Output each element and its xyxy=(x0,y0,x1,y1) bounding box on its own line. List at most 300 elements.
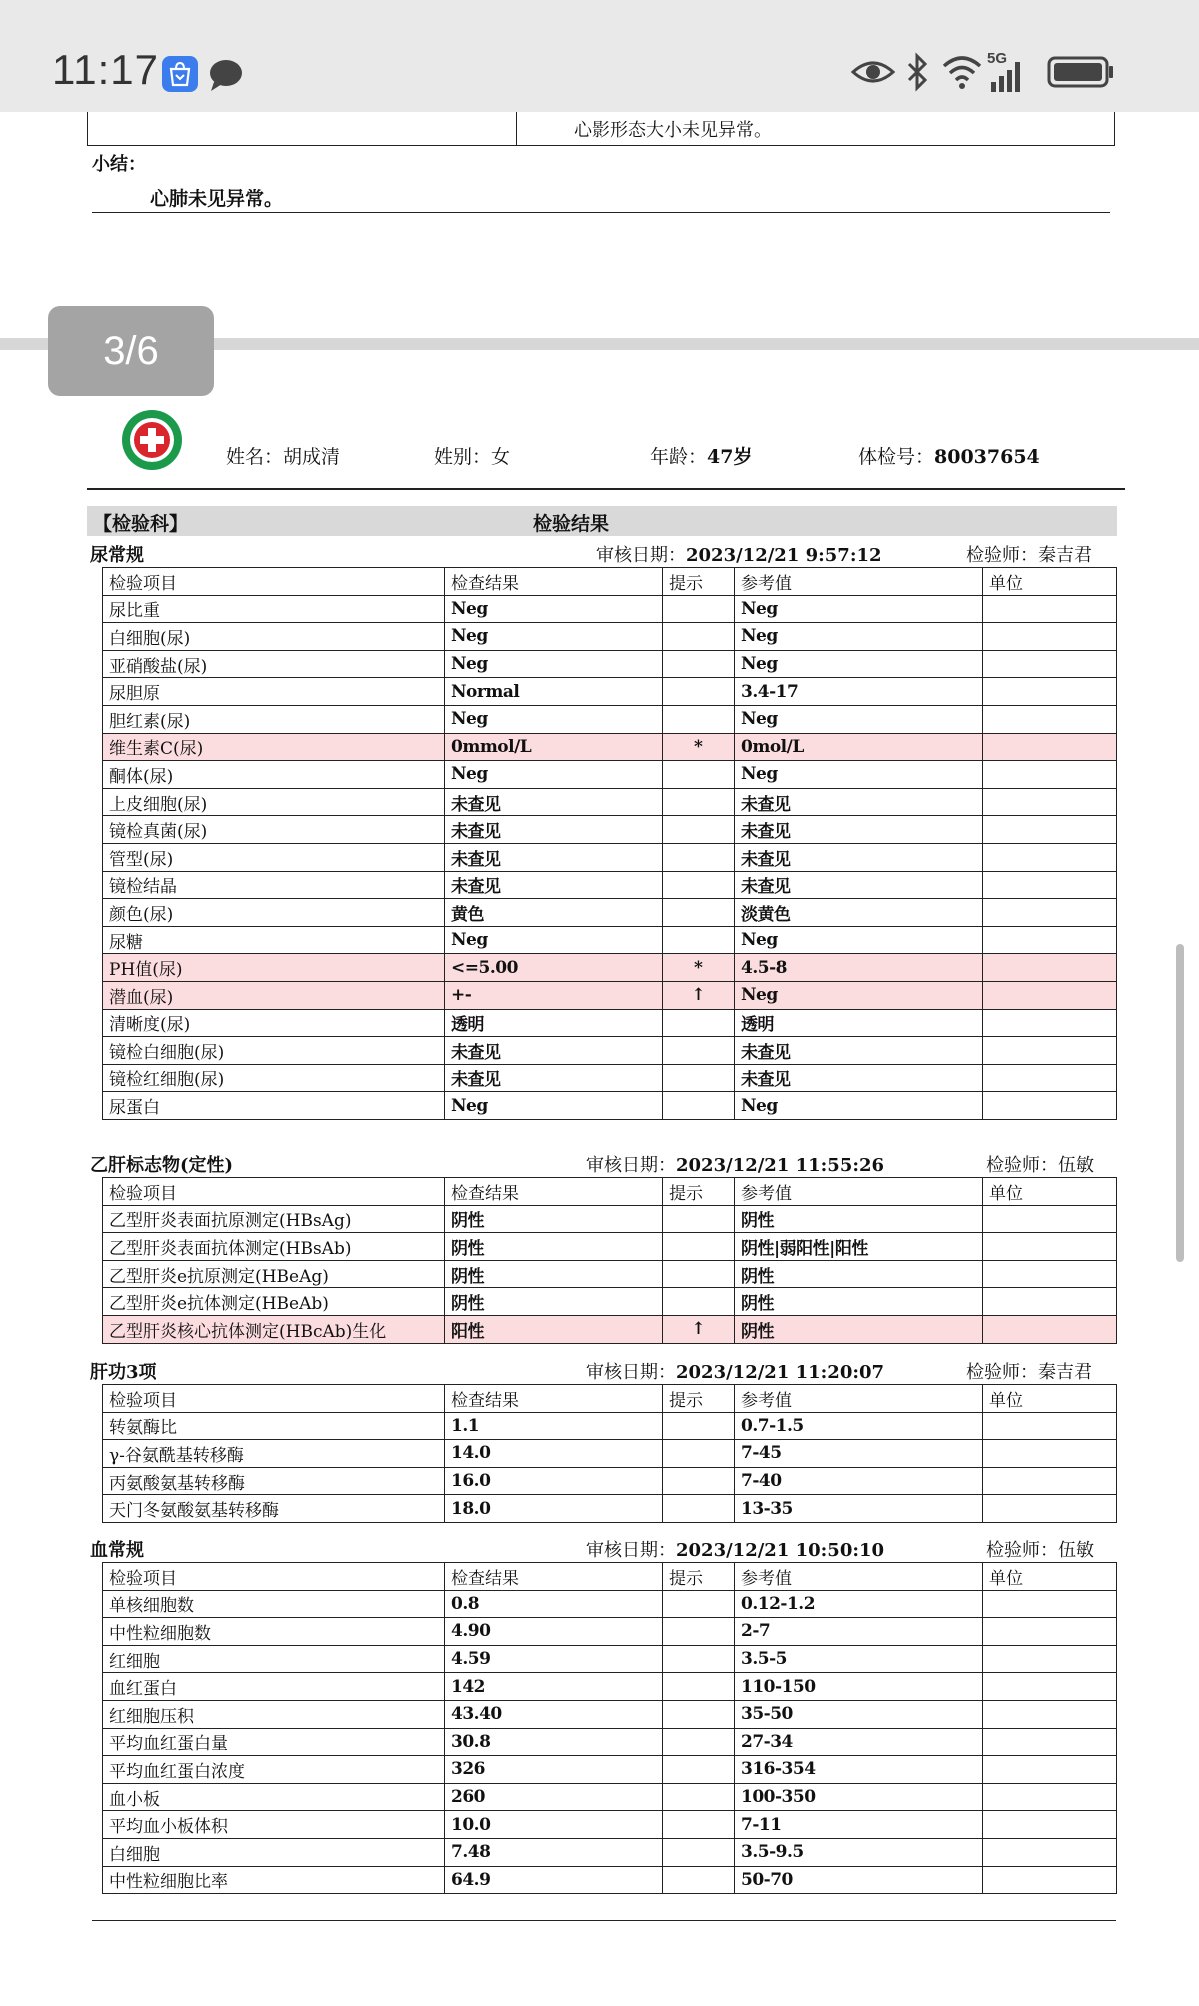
page-indicator: 3/6 xyxy=(48,306,214,396)
result-cell: 未查见 xyxy=(445,1037,663,1065)
previous-table-text: 心影形态大小未见异常。 xyxy=(574,120,772,141)
reference-cell: Neg xyxy=(735,926,983,954)
patient-id-label: 体检号： xyxy=(858,446,935,468)
unit-cell xyxy=(983,899,1117,927)
result-cell: Neg xyxy=(445,595,663,623)
patient-name-value: 胡成清 xyxy=(283,446,341,468)
col-unit-header: 单位 xyxy=(983,1563,1117,1591)
audit-date xyxy=(586,1358,884,1384)
table-row xyxy=(103,1645,1117,1673)
unit-cell xyxy=(983,788,1117,816)
col-flag-header: 提示 xyxy=(663,1178,735,1206)
flag-cell xyxy=(663,705,735,733)
result-cell: 未查见 xyxy=(445,816,663,844)
item-cell: 血小板 xyxy=(103,1783,445,1811)
table-header-row xyxy=(103,1178,1117,1206)
result-cell: 未查见 xyxy=(445,1064,663,1092)
item-cell: 胆红素(尿) xyxy=(103,705,445,733)
item-cell: 红细胞 xyxy=(103,1645,445,1673)
bluetooth-icon xyxy=(905,52,931,92)
item-cell: 乙型肝炎表面抗体测定(HBsAb) xyxy=(103,1233,445,1261)
unit-cell xyxy=(983,1288,1117,1316)
result-cell: +- xyxy=(445,981,663,1009)
unit-cell xyxy=(983,1037,1117,1065)
table-row xyxy=(103,1756,1117,1784)
unit-cell xyxy=(983,1618,1117,1646)
item-cell: 乙型肝炎e抗体测定(HBeAb) xyxy=(103,1288,445,1316)
result-cell: 30.8 xyxy=(445,1728,663,1756)
flag-cell xyxy=(663,1590,735,1618)
audit-date-label: 审核日期： xyxy=(586,1540,676,1561)
patient-id xyxy=(858,442,1040,469)
flag-cell xyxy=(663,1412,735,1440)
result-cell: 未查见 xyxy=(445,788,663,816)
table-row xyxy=(103,788,1117,816)
group-title: 肝功3项 xyxy=(90,1362,157,1383)
table-row xyxy=(103,1233,1117,1261)
table-row xyxy=(103,1260,1117,1288)
flag-cell xyxy=(663,595,735,623)
flag-cell xyxy=(663,871,735,899)
patient-sex xyxy=(434,442,510,469)
item-cell: 转氨酶比 xyxy=(103,1412,445,1440)
audit-date-value: 2023/12/21 9:57:12 xyxy=(686,545,882,566)
section-title: 检验结果 xyxy=(533,513,610,535)
item-cell: 清晰度(尿) xyxy=(103,1009,445,1037)
unit-cell xyxy=(983,1590,1117,1618)
reference-cell: 未查见 xyxy=(735,1037,983,1065)
table-row xyxy=(103,1783,1117,1811)
examiner-label: 检验师： xyxy=(986,1155,1058,1176)
result-cell: 260 xyxy=(445,1783,663,1811)
status-time: 11:17 xyxy=(52,46,159,93)
section-header xyxy=(87,506,1117,536)
flag-cell xyxy=(663,1092,735,1120)
col-result-header: 检查结果 xyxy=(445,1563,663,1591)
reference-cell: Neg xyxy=(735,981,983,1009)
table-row xyxy=(103,1673,1117,1701)
patient-name xyxy=(226,442,340,469)
item-cell: 天门冬氨酸氨基转移酶 xyxy=(103,1495,445,1523)
reference-cell: 100-350 xyxy=(735,1783,983,1811)
unit-cell xyxy=(983,1700,1117,1728)
examiner xyxy=(966,1358,1092,1384)
unit-cell xyxy=(983,1205,1117,1233)
item-cell: 上皮细胞(尿) xyxy=(103,788,445,816)
flag-cell xyxy=(663,623,735,651)
reference-cell: Neg xyxy=(735,623,983,651)
table-row xyxy=(103,1467,1117,1495)
table-header-row xyxy=(103,568,1117,596)
col-flag-header: 提示 xyxy=(663,1385,735,1413)
reference-cell: 7-45 xyxy=(735,1440,983,1468)
col-ref-header: 参考值 xyxy=(735,1385,983,1413)
item-cell: 亚硝酸盐(尿) xyxy=(103,650,445,678)
reference-cell: Neg xyxy=(735,705,983,733)
reference-cell: Neg xyxy=(735,595,983,623)
table-row xyxy=(103,954,1117,982)
unit-cell xyxy=(983,1467,1117,1495)
unit-cell xyxy=(983,1756,1117,1784)
unit-cell xyxy=(983,678,1117,706)
result-cell: 黄色 xyxy=(445,899,663,927)
item-cell: 镜检真菌(尿) xyxy=(103,816,445,844)
result-cell: 透明 xyxy=(445,1009,663,1037)
examiner-value: 伍敏 xyxy=(1058,1540,1094,1561)
reference-cell: 0mol/L xyxy=(735,733,983,761)
patient-id-value: 80037654 xyxy=(934,446,1040,468)
reference-cell: 0.7-1.5 xyxy=(735,1412,983,1440)
table-row xyxy=(103,1495,1117,1523)
unit-cell xyxy=(983,1495,1117,1523)
reference-cell: Neg xyxy=(735,1092,983,1120)
result-cell: 14.0 xyxy=(445,1440,663,1468)
flag-cell xyxy=(663,1495,735,1523)
audit-date xyxy=(586,1536,884,1562)
flag-cell xyxy=(663,1673,735,1701)
result-cell: 7.48 xyxy=(445,1838,663,1866)
examiner-value: 秦吉君 xyxy=(1038,545,1092,566)
col-unit-header: 单位 xyxy=(983,1385,1117,1413)
result-cell: 未查见 xyxy=(445,843,663,871)
item-cell: 镜检红细胞(尿) xyxy=(103,1064,445,1092)
col-result-header: 检查结果 xyxy=(445,568,663,596)
reference-cell: 316-354 xyxy=(735,1756,983,1784)
result-cell: 阴性 xyxy=(445,1260,663,1288)
previous-page-table xyxy=(87,112,1115,146)
results-table xyxy=(102,1562,1117,1894)
flag-cell xyxy=(663,1811,735,1839)
table-row xyxy=(103,1288,1117,1316)
col-unit-header: 单位 xyxy=(983,568,1117,596)
summary-label: 小结： xyxy=(92,154,146,175)
table-row xyxy=(103,926,1117,954)
flag-cell xyxy=(663,1783,735,1811)
flag-cell xyxy=(663,1440,735,1468)
group-title: 乙肝标志物(定性) xyxy=(90,1155,234,1176)
reference-cell: 阴性 xyxy=(735,1315,983,1343)
result-cell: <=5.00 xyxy=(445,954,663,982)
flag-cell: ↑ xyxy=(663,1315,735,1343)
item-cell: 乙型肝炎核心抗体测定(HBcAb)生化 xyxy=(103,1315,445,1343)
flag-cell xyxy=(663,1866,735,1894)
flag-cell: ↑ xyxy=(663,981,735,1009)
table-divider xyxy=(516,112,517,146)
item-cell: 尿比重 xyxy=(103,595,445,623)
item-cell: 尿蛋白 xyxy=(103,1092,445,1120)
unit-cell xyxy=(983,1092,1117,1120)
unit-cell xyxy=(983,926,1117,954)
result-cell: 18.0 xyxy=(445,1495,663,1523)
reference-cell: 3.4-17 xyxy=(735,678,983,706)
unit-cell xyxy=(983,705,1117,733)
unit-cell xyxy=(983,595,1117,623)
header-divider xyxy=(87,488,1125,490)
col-flag-header: 提示 xyxy=(663,1563,735,1591)
col-item-header: 检验项目 xyxy=(103,1563,445,1591)
examiner-label: 检验师： xyxy=(966,1362,1038,1383)
item-cell: 管型(尿) xyxy=(103,843,445,871)
table-row xyxy=(103,1590,1117,1618)
item-cell: 单核细胞数 xyxy=(103,1590,445,1618)
chat-bubble-icon xyxy=(208,58,244,92)
unit-cell xyxy=(983,1009,1117,1037)
table-row xyxy=(103,1315,1117,1343)
reference-cell: 27-34 xyxy=(735,1728,983,1756)
unit-cell xyxy=(983,1866,1117,1894)
examiner-value: 伍敏 xyxy=(1058,1155,1094,1176)
result-cell: 142 xyxy=(445,1673,663,1701)
flag-cell xyxy=(663,650,735,678)
table-row xyxy=(103,1009,1117,1037)
table-row xyxy=(103,1412,1117,1440)
flag-cell xyxy=(663,1037,735,1065)
flag-cell xyxy=(663,678,735,706)
divider xyxy=(92,212,1110,213)
col-ref-header: 参考值 xyxy=(735,1563,983,1591)
item-cell: 尿胆原 xyxy=(103,678,445,706)
result-cell: 43.40 xyxy=(445,1700,663,1728)
hospital-logo-icon xyxy=(120,408,184,472)
patient-age-value: 47岁 xyxy=(707,446,753,468)
table-row xyxy=(103,623,1117,651)
scrollbar[interactable] xyxy=(1176,944,1184,1262)
table-row xyxy=(103,843,1117,871)
flag-cell xyxy=(663,1728,735,1756)
wifi-icon xyxy=(941,52,983,92)
item-cell: 白细胞 xyxy=(103,1838,445,1866)
flag-cell xyxy=(663,816,735,844)
result-cell: 阴性 xyxy=(445,1288,663,1316)
reference-cell: 2-7 xyxy=(735,1618,983,1646)
audit-date-label: 审核日期： xyxy=(586,1362,676,1383)
flag-cell xyxy=(663,899,735,927)
examiner-label: 检验师： xyxy=(966,545,1038,566)
patient-age xyxy=(650,442,752,469)
reference-cell: 阴性 xyxy=(735,1288,983,1316)
col-flag-header: 提示 xyxy=(663,568,735,596)
patient-sex-label: 姓别： xyxy=(434,446,492,468)
flag-cell xyxy=(663,1618,735,1646)
table-row xyxy=(103,1618,1117,1646)
unit-cell xyxy=(983,650,1117,678)
reference-cell: 未查见 xyxy=(735,1064,983,1092)
network-label: 5G xyxy=(987,50,1008,67)
result-cell: 326 xyxy=(445,1756,663,1784)
unit-cell xyxy=(983,761,1117,789)
patient-name-label: 姓名： xyxy=(226,446,284,468)
result-cell: 0.8 xyxy=(445,1590,663,1618)
reference-cell: 阴性|弱阳性|阳性 xyxy=(735,1233,983,1261)
table-row xyxy=(103,761,1117,789)
flag-cell xyxy=(663,1233,735,1261)
flag-cell xyxy=(663,1700,735,1728)
item-cell: 平均血红蛋白量 xyxy=(103,1728,445,1756)
audit-date xyxy=(586,1151,884,1177)
results-table xyxy=(102,1384,1117,1523)
examiner xyxy=(986,1151,1094,1177)
unit-cell xyxy=(983,816,1117,844)
table-row xyxy=(103,1092,1117,1120)
flag-cell xyxy=(663,843,735,871)
result-cell: 阴性 xyxy=(445,1205,663,1233)
table-row xyxy=(103,816,1117,844)
table-row xyxy=(103,899,1117,927)
flag-cell xyxy=(663,1205,735,1233)
reference-cell: 13-35 xyxy=(735,1495,983,1523)
examiner-value: 秦吉君 xyxy=(1038,1362,1092,1383)
item-cell: 维生素C(尿) xyxy=(103,733,445,761)
flag-cell xyxy=(663,1645,735,1673)
flag-cell xyxy=(663,1467,735,1495)
result-cell: Neg xyxy=(445,705,663,733)
table-row xyxy=(103,1037,1117,1065)
reference-cell: 50-70 xyxy=(735,1866,983,1894)
reference-cell: 未查见 xyxy=(735,871,983,899)
flag-cell xyxy=(663,1838,735,1866)
audit-date-label: 审核日期： xyxy=(586,1155,676,1176)
unit-cell xyxy=(983,981,1117,1009)
audit-date-label: 审核日期： xyxy=(596,545,686,566)
unit-cell xyxy=(983,1673,1117,1701)
item-cell: 乙型肝炎e抗原测定(HBeAg) xyxy=(103,1260,445,1288)
results-table xyxy=(102,1177,1117,1344)
item-cell: 中性粒细胞比率 xyxy=(103,1866,445,1894)
eye-icon xyxy=(851,52,895,92)
flag-cell xyxy=(663,1288,735,1316)
unit-cell xyxy=(983,733,1117,761)
flag-cell xyxy=(663,1064,735,1092)
bottom-divider xyxy=(92,1920,1116,1921)
table-row xyxy=(103,650,1117,678)
item-cell: 中性粒细胞数 xyxy=(103,1618,445,1646)
audit-date-value: 2023/12/21 10:50:10 xyxy=(676,1540,885,1561)
battery-icon xyxy=(1047,52,1115,92)
reference-cell: 未查见 xyxy=(735,816,983,844)
group-title: 尿常规 xyxy=(90,545,144,566)
status-icons xyxy=(851,52,1151,96)
item-cell: γ-谷氨酰基转移酶 xyxy=(103,1440,445,1468)
item-cell: 血红蛋白 xyxy=(103,1673,445,1701)
reference-cell: 未查见 xyxy=(735,843,983,871)
table-row xyxy=(103,1205,1117,1233)
col-item-header: 检验项目 xyxy=(103,1178,445,1206)
reference-cell: 0.12-1.2 xyxy=(735,1590,983,1618)
result-cell: Neg xyxy=(445,623,663,651)
item-cell: 乙型肝炎表面抗原测定(HBsAg) xyxy=(103,1205,445,1233)
flag-cell: * xyxy=(663,733,735,761)
result-cell: 未查见 xyxy=(445,871,663,899)
reference-cell: 未查见 xyxy=(735,788,983,816)
result-cell: Neg xyxy=(445,761,663,789)
item-cell: 颜色(尿) xyxy=(103,899,445,927)
result-cell: 阴性 xyxy=(445,1233,663,1261)
table-row xyxy=(103,981,1117,1009)
result-cell: 64.9 xyxy=(445,1866,663,1894)
reference-cell: 7-11 xyxy=(735,1811,983,1839)
item-cell: 丙氨酸氨基转移酶 xyxy=(103,1467,445,1495)
flag-cell: * xyxy=(663,954,735,982)
unit-cell xyxy=(983,1838,1117,1866)
flag-cell xyxy=(663,1009,735,1037)
reference-cell: Neg xyxy=(735,650,983,678)
table-row xyxy=(103,1064,1117,1092)
table-header-row xyxy=(103,1563,1117,1591)
table-row xyxy=(103,733,1117,761)
unit-cell xyxy=(983,1260,1117,1288)
reference-cell: 7-40 xyxy=(735,1467,983,1495)
item-cell: 平均血红蛋白浓度 xyxy=(103,1756,445,1784)
flag-cell xyxy=(663,1260,735,1288)
table-row xyxy=(103,1866,1117,1894)
table-header-row xyxy=(103,1385,1117,1413)
patient-sex-value: 女 xyxy=(491,446,511,468)
reference-cell: 透明 xyxy=(735,1009,983,1037)
examiner xyxy=(966,541,1092,567)
examiner-label: 检验师： xyxy=(986,1540,1058,1561)
reference-cell: 35-50 xyxy=(735,1700,983,1728)
examiner xyxy=(986,1536,1094,1562)
app-notification-icon xyxy=(162,56,198,92)
unit-cell xyxy=(983,843,1117,871)
unit-cell xyxy=(983,1315,1117,1343)
result-cell: 10.0 xyxy=(445,1811,663,1839)
item-cell: PH值(尿) xyxy=(103,954,445,982)
flag-cell xyxy=(663,761,735,789)
unit-cell xyxy=(983,871,1117,899)
unit-cell xyxy=(983,1645,1117,1673)
reference-cell: 淡黄色 xyxy=(735,899,983,927)
result-cell: 16.0 xyxy=(445,1467,663,1495)
result-cell: Neg xyxy=(445,650,663,678)
result-cell: Neg xyxy=(445,1092,663,1120)
audit-date-value: 2023/12/21 11:20:07 xyxy=(676,1362,885,1383)
item-cell: 红细胞压积 xyxy=(103,1700,445,1728)
reference-cell: 阴性 xyxy=(735,1205,983,1233)
status-bar xyxy=(0,0,1199,112)
unit-cell xyxy=(983,954,1117,982)
unit-cell xyxy=(983,1728,1117,1756)
table-row xyxy=(103,1440,1117,1468)
result-cell: Neg xyxy=(445,926,663,954)
table-row xyxy=(103,1728,1117,1756)
result-cell: 4.59 xyxy=(445,1645,663,1673)
reference-cell: Neg xyxy=(735,761,983,789)
audit-date-value: 2023/12/21 11:55:26 xyxy=(676,1155,885,1176)
table-row xyxy=(103,705,1117,733)
col-item-header: 检验项目 xyxy=(103,1385,445,1413)
result-cell: Normal xyxy=(445,678,663,706)
section-dept: 【检验科】 xyxy=(93,513,189,535)
reference-cell: 110-150 xyxy=(735,1673,983,1701)
unit-cell xyxy=(983,1440,1117,1468)
unit-cell xyxy=(983,1811,1117,1839)
unit-cell xyxy=(983,1412,1117,1440)
signal-icon xyxy=(987,52,1027,92)
col-ref-header: 参考值 xyxy=(735,568,983,596)
summary-text: 心肺未见异常。 xyxy=(150,188,284,210)
flag-cell xyxy=(663,926,735,954)
table-row xyxy=(103,1838,1117,1866)
patient-age-label: 年龄： xyxy=(650,446,708,468)
item-cell: 镜检结晶 xyxy=(103,871,445,899)
table-row xyxy=(103,1811,1117,1839)
flag-cell xyxy=(663,788,735,816)
table-row xyxy=(103,1700,1117,1728)
table-row xyxy=(103,678,1117,706)
item-cell: 镜检白细胞(尿) xyxy=(103,1037,445,1065)
item-cell: 平均血小板体积 xyxy=(103,1811,445,1839)
